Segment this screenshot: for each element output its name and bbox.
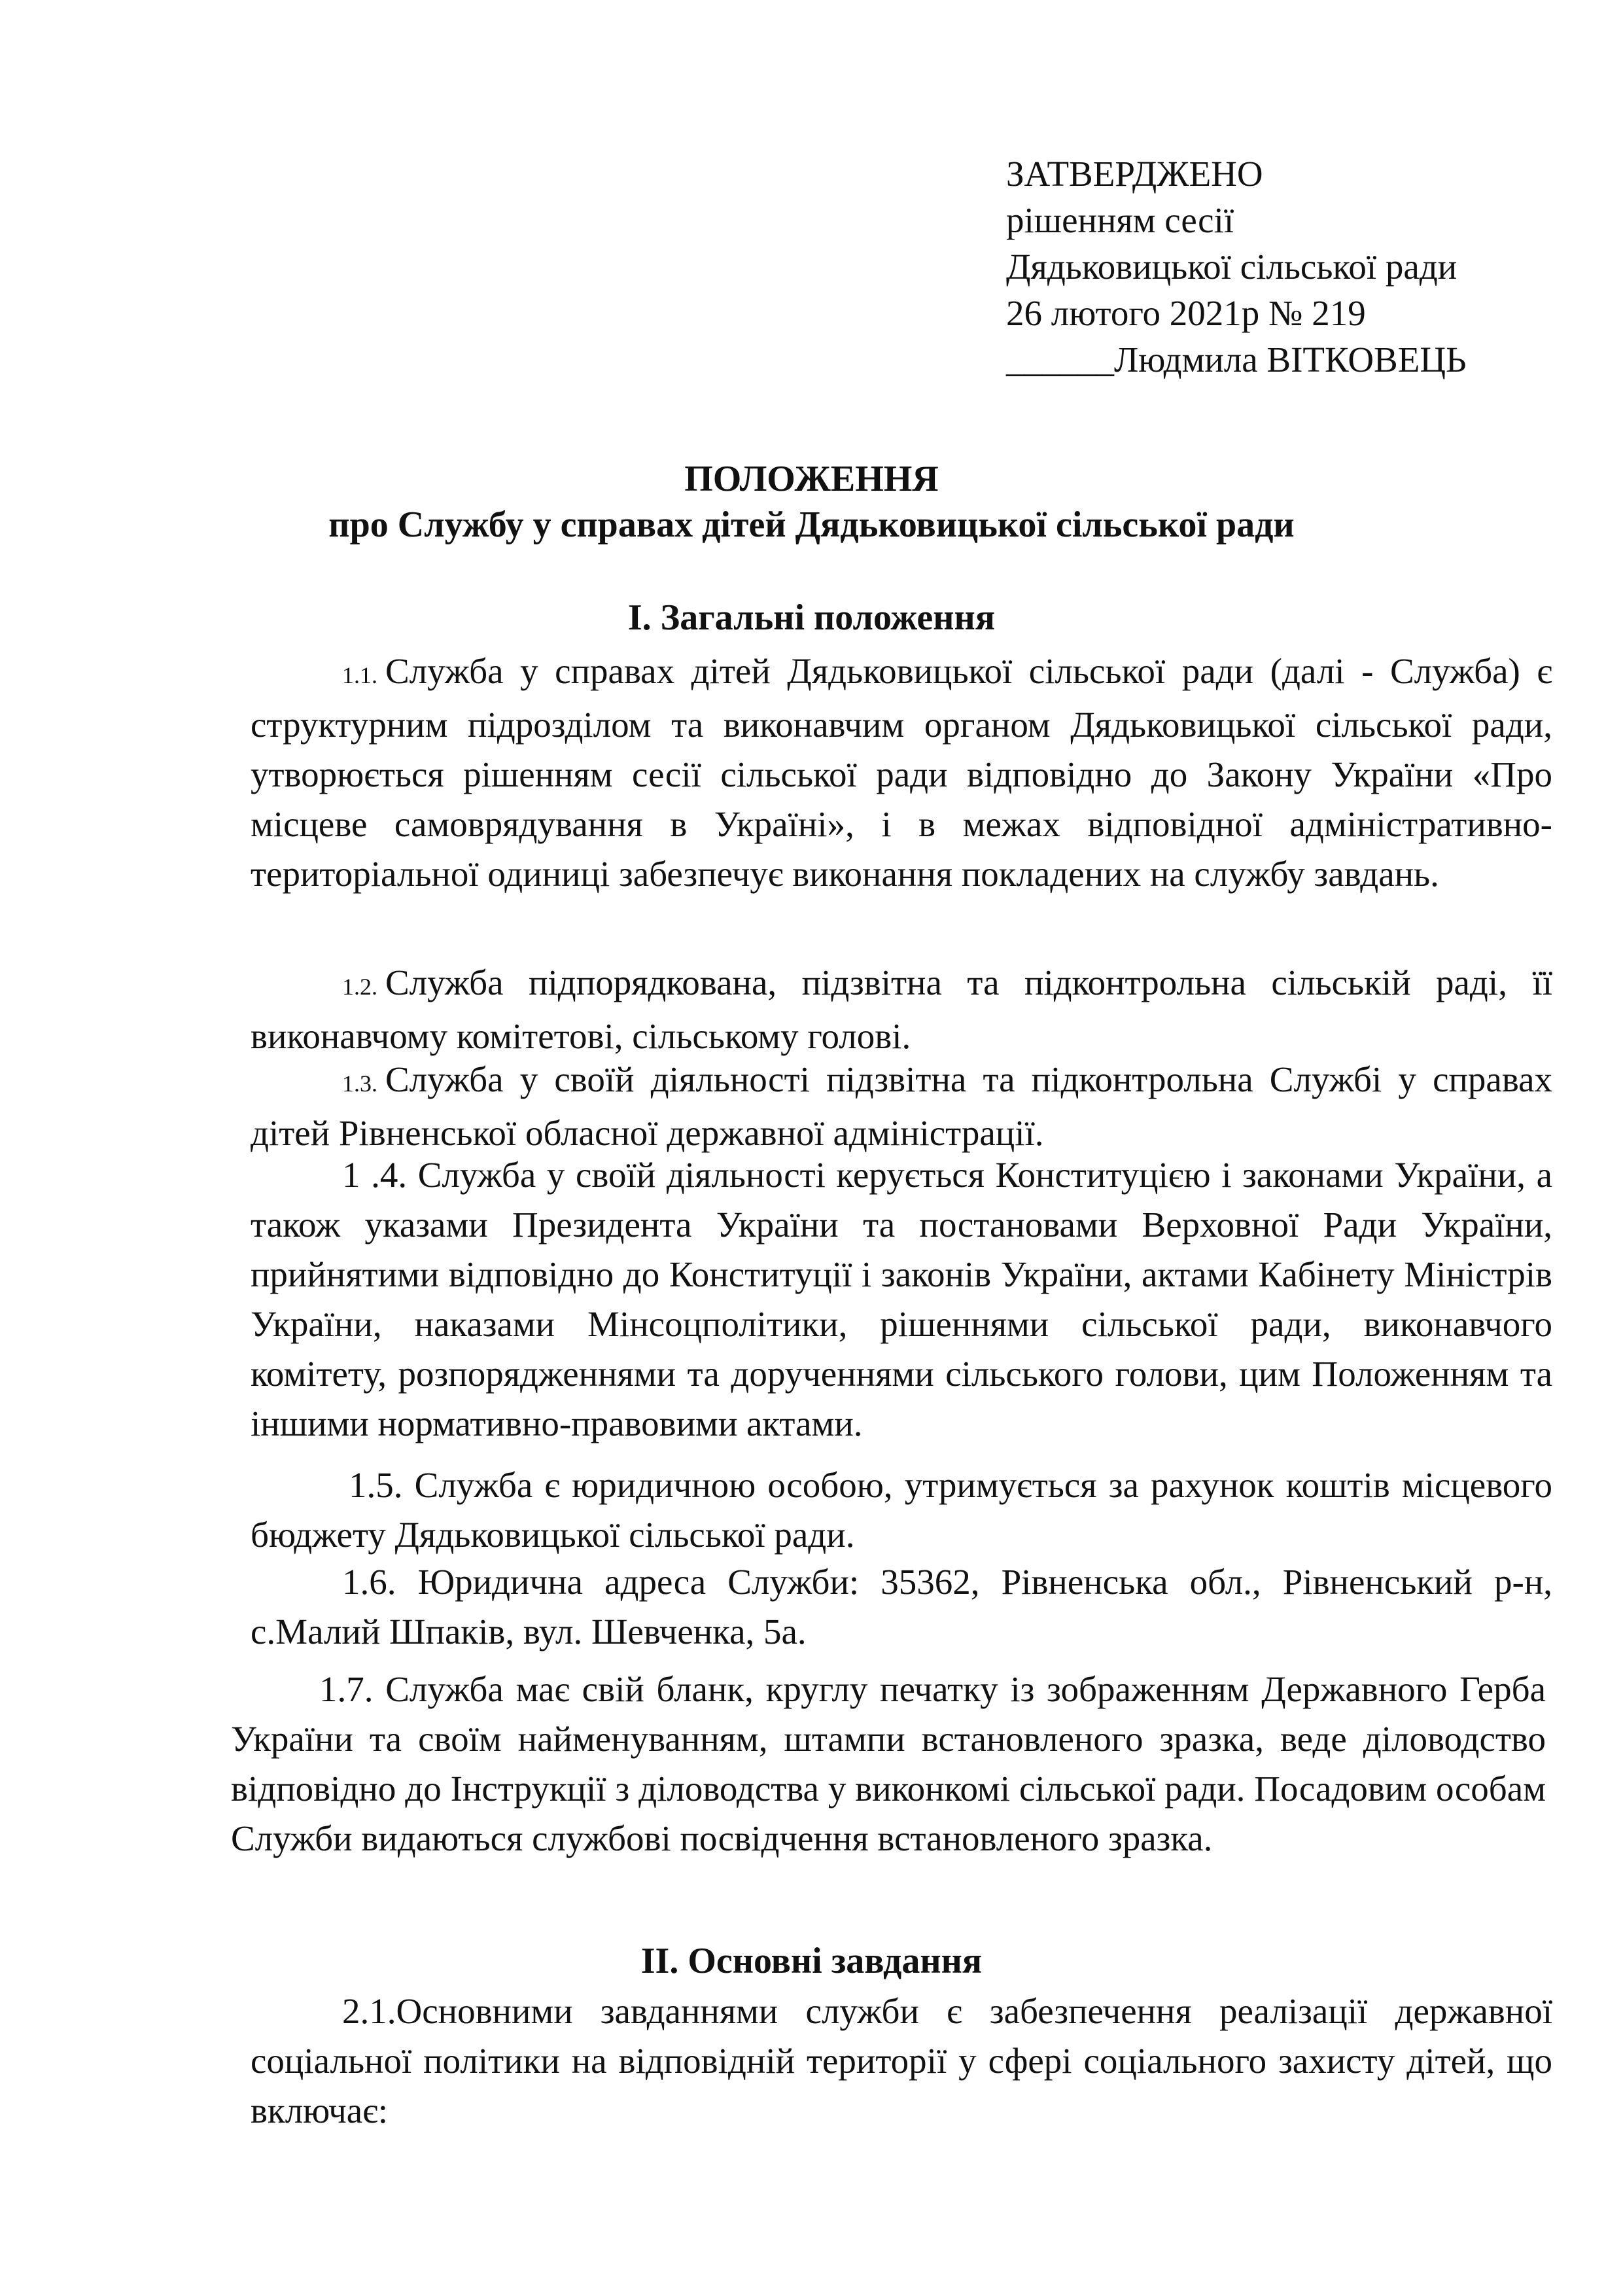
paragraph-1-6	[251, 1557, 1552, 1657]
section-heading-tasks: ІІ. Основні завдання	[640, 1941, 983, 1981]
paragraph-number: 1.2.	[342, 974, 377, 1000]
approval-date-number: 26 лютого 2021р № 219	[1006, 293, 1366, 333]
paragraph-text: 1.6. Юридична адреса Служби: 35362, Рівненська обл., Рівненський р-н, с.Малий Шпаків, вул. Шевченка, 5а.	[251, 1562, 1552, 1651]
approval-council-line: Дядьковицької сільської ради	[1006, 247, 1457, 287]
paragraph-1-2	[251, 958, 1552, 1061]
paragraph-text: 1 .4. Служба у своїй діяльності керується Конституцією і законами України, а також указами Президента України та постановами Верховної Ради України, прийнятими відповідно до Конституції і законів України, актами Кабінету Міністрів України, наказами Мінсоцполітики, рішеннями сільської ради, виконавчого комітету, розпорядженнями та дорученнями сільського голови, цим Положенням та іншими нормативно-правовими актами.	[251, 1155, 1552, 1443]
paragraph-1-4	[251, 1150, 1552, 1449]
paragraph-number: 1.3.	[342, 1070, 377, 1097]
paragraph-1-7	[231, 1665, 1546, 1863]
approval-heading: ЗАТВЕРДЖЕНО	[1006, 154, 1263, 194]
document-title: ПОЛОЖЕННЯ	[684, 459, 939, 499]
paragraph-text: 2.1.Основними завданнями служби є забезпечення реалізації державної соціальної політики на відповідній території у сфері соціального захисту дітей, що включає:	[251, 1991, 1552, 2130]
paragraph-1-1	[251, 646, 1552, 899]
paragraph-text: 1.7. Служба має свій бланк, круглу печатку із зображенням Державного Герба України та своїм найменуванням, штампи встановленого зразка, веде діловодство відповідно до Інструкції з діловодства у виконкомі сільської ради. Посадовим особам Служби видаються службові посвідчення встановленого зразка.	[231, 1669, 1546, 1858]
paragraph-number: 1.1.	[342, 662, 377, 688]
paragraph-2-1	[251, 1987, 1552, 2136]
paragraph-text: Служба у своїй діяльності підзвітна та підконтрольна Службі у справах дітей Рівненської обласної державної адміністрації.	[251, 1059, 1552, 1153]
paragraph-1-3	[251, 1055, 1552, 1158]
approval-stamp-block	[1006, 150, 1569, 383]
paragraph-text: Служба у справах дітей Дядьковицької сільської ради (далі - Служба) є структурним підрозділом та виконавчим органом Дядьковицької сільської ради, утворюється рішенням сесії сільської ради відповідно до Закону України «Про місцеве самоврядування в Україні», і в межах відповідної адміністративно-територіальної одиниці забезпечує виконання покладених на службу завдань.	[251, 651, 1552, 894]
paragraph-text: Служба підпорядкована, підзвітна та підконтрольна сільській раді, її виконавчому комітетові, сільському голові.	[251, 963, 1552, 1056]
approval-decision-line: рішенням сесії	[1006, 200, 1234, 240]
paragraph-text: 1.5. Служба є юридичною особою, утримується за рахунок коштів місцевого бюджету Дядьковицької сільської ради.	[251, 1465, 1552, 1555]
approval-signature-line: ______Людмила ВІТКОВЕЦЬ	[1006, 340, 1467, 380]
section-heading-general: І. Загальні положення	[627, 597, 996, 638]
paragraph-1-5	[251, 1460, 1552, 1560]
document-subtitle: про Службу у справах дітей Дядьковицької сільської ради	[328, 504, 1295, 545]
